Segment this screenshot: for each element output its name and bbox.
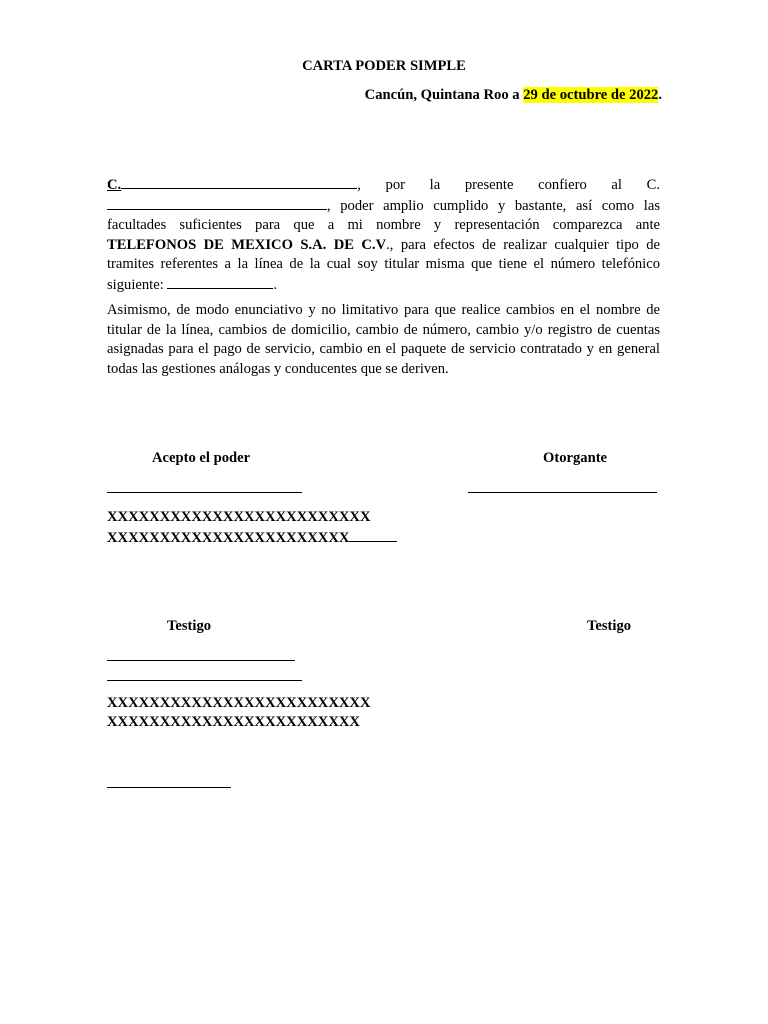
- phone-number-blank: [167, 275, 273, 289]
- p1-line-3: facultades suficientes para que a mi nombre y representación comparezca ante: [107, 217, 660, 233]
- grantor-signature-line: [468, 492, 657, 493]
- witness-right-label: Testigo: [587, 618, 632, 634]
- grantor-prefix: C.: [107, 177, 122, 193]
- accept-power-label: Acepto el poder: [152, 450, 251, 466]
- accept-name-line-2: [107, 527, 397, 549]
- witness-left-label: Testigo: [167, 618, 212, 634]
- p1-line-1: [107, 175, 660, 196]
- accept-name-line-2-text: XXXXXXXXXXXXXXXXXXXXXXX: [107, 530, 350, 546]
- witness-name-line-2: XXXXXXXXXXXXXXXXXXXXXXXX: [107, 714, 360, 730]
- witness-signature-line-1: [107, 660, 295, 661]
- scope-paragraph: Asimismo, de modo enunciativo y no limitativo para que realice cambios en el nombre de titular de la línea, cambios de domicilio, cambio de número, cambio y/o registro de cuentas asignadas para el pago de servicio, cambio en el paquete de servicio contratado y en general todas las gestiones análogas y conducentes que se deriven.: [107, 302, 660, 377]
- company-name: TELEFONOS DE MEXICO S.A. DE C.V: [107, 236, 387, 253]
- p1-line-2-text: , poder amplio cumplido y bastante, así como las: [327, 197, 660, 214]
- accept-name-trailing-blank: [349, 527, 397, 542]
- attorney-name-blank: [107, 196, 327, 210]
- p1-line-4-text: ., para efectos de realizar cualquier tipo de: [386, 236, 660, 253]
- p1-line-4: [107, 236, 660, 256]
- dateline-date-highlight: 29 de octubre de 2022: [523, 87, 659, 103]
- p1-line-6: [107, 275, 660, 296]
- witness-name-line-1: XXXXXXXXXXXXXXXXXXXXXXXXX: [107, 695, 371, 711]
- witness-signature-line-2: [107, 680, 302, 681]
- grantor-name-blank: [121, 175, 357, 189]
- dateline: [300, 86, 662, 106]
- document-title: CARTA PODER SIMPLE: [302, 58, 466, 74]
- p1-line-6-end: .: [273, 276, 278, 293]
- p1-line-1-text: , por la presente confiero al C.: [357, 177, 660, 193]
- accept-signature-line: [107, 492, 302, 493]
- dateline-place: Cancún, Quintana Roo a: [364, 87, 524, 103]
- power-of-attorney-paragraph: [107, 175, 660, 295]
- dateline-period: .: [658, 87, 662, 103]
- extra-signature-line: [107, 787, 231, 788]
- p1-line-5: tramites referentes a la línea de la cual soy titular misma que tiene el número telefónico: [107, 256, 660, 272]
- p1-line-2: [107, 196, 660, 217]
- p1-line-6-text: siguiente:: [107, 276, 168, 293]
- accept-name-line-1: XXXXXXXXXXXXXXXXXXXXXXXXX: [107, 509, 371, 525]
- grantor-label: Otorgante: [543, 450, 608, 466]
